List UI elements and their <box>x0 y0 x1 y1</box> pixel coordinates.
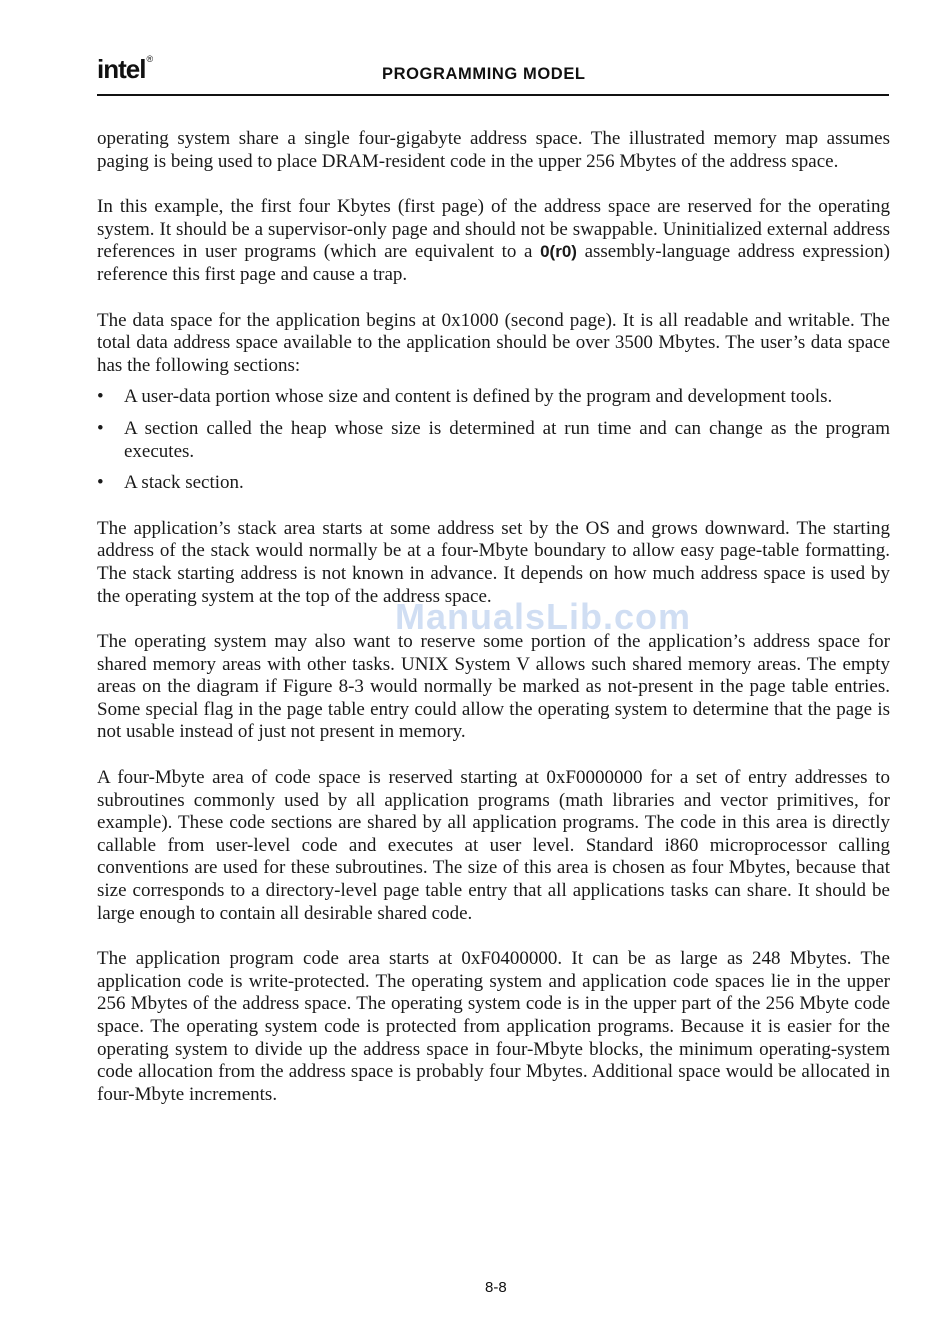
registered-mark: ® <box>146 54 153 64</box>
body-text <box>97 128 890 1129</box>
paragraph-2-text-b: assembly-language address expression) reference this first page and cause a trap. <box>97 241 890 285</box>
list-item <box>97 472 890 495</box>
paragraph-1: operating system share a single four-gigabyte address space. The illustrated memory map assumes paging is being used to place DRAM-resident code in the upper 256 Mbytes of the address space. <box>97 128 890 172</box>
paragraph-5: The operating system may also want to reserve some portion of the application’s address space for shared memory areas with other tasks. UNIX System V allows such shared memory areas. The empty areas on the diagram if Figure 8-3 would normally be marked as not-present in the page table entries. Some special flag in the page table entry could allow the operating system to determine that the page is not usable instead of just not present in memory. <box>97 631 890 743</box>
watermark: ManualsLib.com <box>395 596 692 637</box>
code-expression: 0(r0) <box>540 242 577 262</box>
paragraph-4: The application’s stack area starts at some address set by the OS and grows downward. The starting address of the stack would normally be at a four-Mbyte boundary to allow easy page-table formatting. The stack starting address is not known in advance. It depends on how much address space is used by the operating system at the top of the address space. <box>97 517 890 607</box>
page-header <box>97 54 889 96</box>
paragraph-2-text-a: In this example, the first four Kbytes (first page) of the address space are reserved for the operating system. It should be a supervisor-only page and should not be swappable. Uninitialized external address references in user programs (which are equivalent to a <box>97 196 890 263</box>
list-item-text: A section called the heap whose size is determined at run time and can change as the program executes. <box>124 417 890 462</box>
bullet-icon: • <box>97 417 104 439</box>
bullet-icon: • <box>97 472 104 494</box>
paragraph-2 <box>97 196 890 286</box>
list-item <box>97 386 890 409</box>
paragraph-6: A four-Mbyte area of code space is reserved starting at 0xF0000000 for a set of entry addresses to subroutines commonly used by all application programs (math libraries and vector primitives, for example). These code sections are shared by all application programs. The code in this area is directly callable from user-level code and executes at user level. Standard i860 microprocessor calling conventions are used for these subroutines. The size of this area is chosen as four Mbytes, because that size corresponds to a directory-level page table entry that all applications tasks can share. It should be large enough to contain all desirable shared code. <box>97 767 890 924</box>
list-item <box>97 418 890 463</box>
page-number: 8-8 <box>485 1279 507 1296</box>
list-item-text: A stack section. <box>124 472 244 494</box>
section-list <box>97 386 890 494</box>
bullet-icon: • <box>97 386 104 408</box>
logo-text: intel <box>97 54 146 84</box>
paragraph-7: The application program code area starts at 0xF0400000. It can be as large as 248 Mbytes. The application code is write-protected. The operating system and application code spaces lie in the upper 256 Mbytes of the address space. The operating system code is in the upper part of the 256 Mbyte code space. The operating system code is protected from application programs. Because it is easier for the operating system to divide up the address space in four-Mbyte blocks, the minimum operating-system code allocation from the address space is probably four Mbytes. Additional space would be allocated in four-Mbyte increments. <box>97 948 890 1105</box>
paragraph-3: The data space for the application begins at 0x1000 (second page). It is all readable and writable. The total data address space available to the application should be over 3500 Mbytes. The user’s data space has the following sections: <box>97 309 890 376</box>
list-item-text: A user-data portion whose size and content is defined by the program and development tools. <box>124 386 833 408</box>
intel-logo <box>97 54 152 85</box>
section-title: PROGRAMMING MODEL <box>382 65 586 83</box>
